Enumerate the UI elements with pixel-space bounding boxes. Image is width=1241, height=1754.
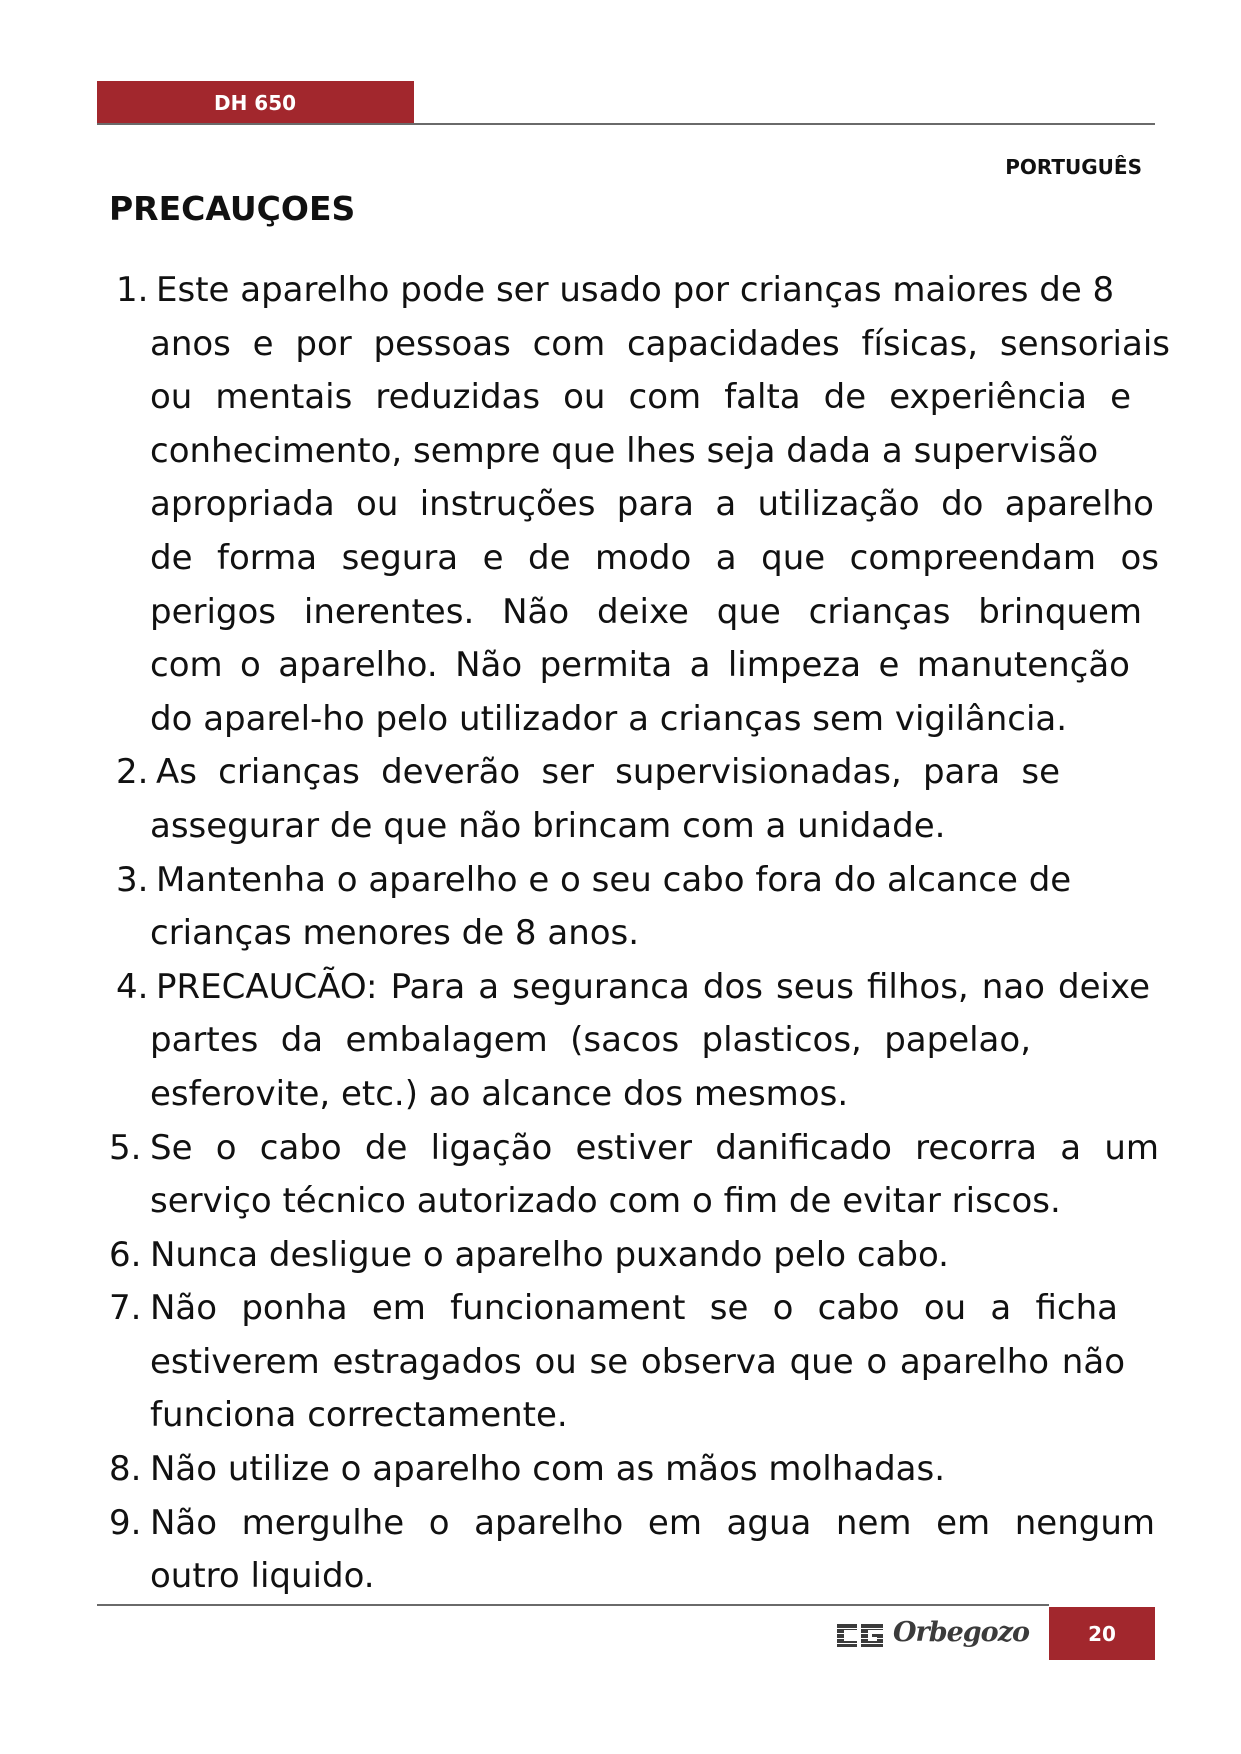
precaution-item-3	[0, 854, 1241, 961]
item-line: apropriada ou instruções para a utilização do aparelho	[150, 484, 1154, 525]
item-line: partes da embalagem (sacos plasticos, papelao,	[150, 1020, 1031, 1061]
precautions-list	[0, 264, 1241, 1604]
item-line: Não utilize o aparelho com as mãos molhadas.	[150, 1449, 946, 1490]
item-line: do aparel-ho pelo utilizador a crianças sem vigilância.	[150, 698, 1068, 739]
item-line: serviço técnico autorizado com o fim de evitar riscos.	[150, 1181, 1061, 1222]
item-number: 1.	[116, 270, 149, 310]
precaution-item-4	[0, 961, 1241, 1122]
item-number: 9.	[109, 1502, 142, 1543]
item-line: Mantenha o aparelho e o seu cabo fora do alcance de	[156, 859, 1072, 900]
header-bar	[97, 81, 414, 124]
header-divider	[97, 123, 1155, 125]
item-number: 3.	[116, 859, 149, 900]
item-line: PRECAUCÃO: Para a seguranca dos seus filhos, nao deixe	[156, 966, 1150, 1007]
item-line: anos e por pessoas com capacidades físicas, sensoriais	[150, 323, 1170, 364]
precaution-item-7	[0, 1282, 1241, 1443]
precaution-item-8	[0, 1443, 1241, 1497]
item-number: 4.	[116, 966, 149, 1007]
item-line: perigos inerentes. Não deixe que crianças brinquem	[150, 591, 1142, 632]
item-line: conhecimento, sempre que lhes seja dada a supervisão	[150, 430, 1099, 471]
page-number: 20	[1088, 1622, 1116, 1646]
item-line: com o aparelho. Não permita a limpeza e manutenção	[150, 645, 1130, 686]
item-number: 7.	[109, 1288, 142, 1329]
precaution-item-6	[0, 1229, 1241, 1283]
model-label: DH 650	[214, 91, 297, 115]
brand-logo-text: Orbegozo	[893, 1617, 1030, 1648]
page-title: PRECAUÇOES	[109, 189, 356, 228]
item-number: 8.	[109, 1449, 142, 1490]
item-line: crianças menores de 8 anos.	[150, 913, 640, 954]
item-number: 5.	[109, 1127, 142, 1168]
precaution-item-9	[0, 1497, 1241, 1604]
page-number-box	[1049, 1607, 1155, 1660]
item-number: 2.	[116, 752, 149, 793]
item-line: de forma segura e de modo a que compreendam os	[150, 537, 1159, 578]
item-number: 6.	[109, 1234, 142, 1275]
item-line: As crianças deverão ser supervisionadas, para se	[156, 752, 1060, 793]
item-line: Não ponha em funcionament se o cabo ou a ficha	[150, 1288, 1118, 1329]
precaution-item-5	[0, 1122, 1241, 1229]
precaution-item-1	[0, 264, 1241, 746]
orbegozo-logo-icon	[837, 1622, 883, 1648]
item-line: Este aparelho pode ser usado por crianças maiores de 8	[156, 270, 1115, 310]
language-label: PORTUGUÊS	[1005, 155, 1142, 179]
item-line: funciona correctamente.	[150, 1395, 568, 1436]
item-line: assegurar de que não brincam com a unidade.	[150, 805, 946, 846]
item-line: outro liquido.	[150, 1556, 375, 1597]
item-line: ou mentais reduzidas ou com falta de experiência e	[150, 377, 1131, 418]
item-line: Nunca desligue o aparelho puxando pelo cabo.	[150, 1234, 949, 1275]
item-line: Não mergulhe o aparelho em agua nem em nengum	[150, 1502, 1155, 1543]
precaution-item-2	[0, 746, 1241, 853]
item-line: esferovite, etc.) ao alcance dos mesmos.	[150, 1073, 849, 1114]
footer-divider	[97, 1604, 1049, 1606]
item-line: Se o cabo de ligação estiver danificado recorra a um	[150, 1127, 1159, 1168]
item-line: estiverem estragados ou se observa que o aparelho não	[150, 1341, 1125, 1382]
